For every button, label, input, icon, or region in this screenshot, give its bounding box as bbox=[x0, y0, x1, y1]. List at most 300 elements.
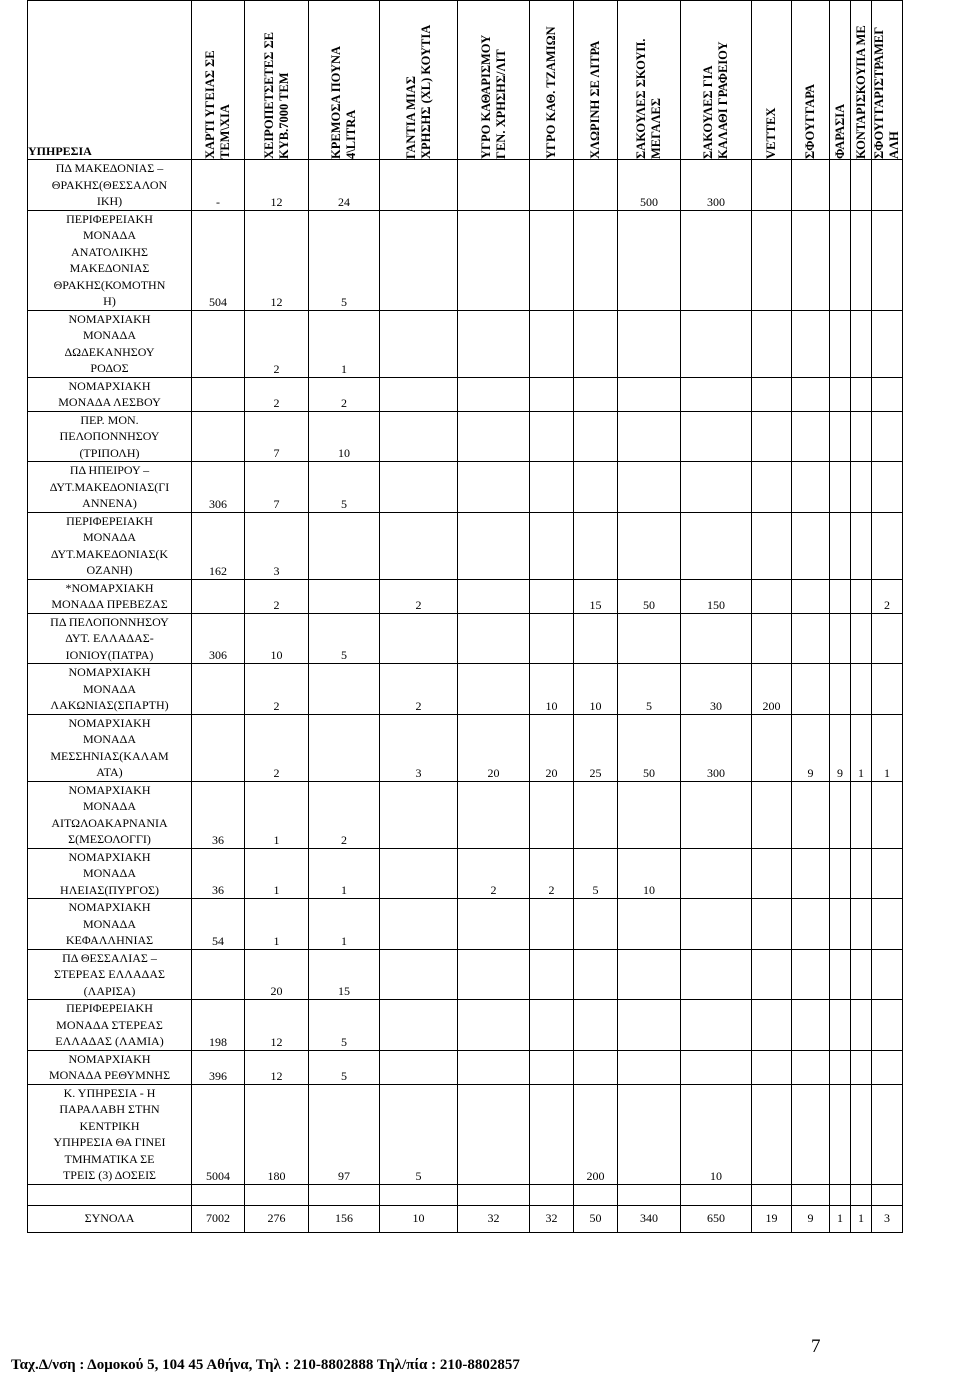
row-label: ΠΕΡΙΦΕΡΕΙΑΚΗ ΜΟΝΑΔΑ ΣΤΕΡΕΑΣ ΕΛΛΑΔΑΣ (ΛΑΜΙΑ) bbox=[28, 1000, 192, 1051]
cell-value bbox=[458, 512, 530, 579]
cell-value: 1 bbox=[872, 714, 903, 781]
cell-value bbox=[752, 462, 792, 513]
cell-value bbox=[792, 848, 830, 899]
row-label: ΝΟΜΑΡΧΙΑΚΗ ΜΟΝΑΔΑ ΗΛΕΙΑΣ(ΠΥΡΓΟΣ) bbox=[28, 848, 192, 899]
cell-value: 12 bbox=[245, 1050, 309, 1084]
cell-value bbox=[830, 781, 851, 848]
cell-value bbox=[530, 949, 574, 1000]
empty-cell bbox=[380, 1184, 458, 1205]
cell-value bbox=[380, 1050, 458, 1084]
cell-value: 54 bbox=[192, 899, 245, 950]
cell-value: 5 bbox=[309, 613, 380, 664]
cell-value bbox=[380, 377, 458, 411]
cell-value bbox=[792, 579, 830, 613]
empty-cell bbox=[681, 1184, 752, 1205]
cell-value bbox=[830, 1000, 851, 1051]
cell-value bbox=[752, 1084, 792, 1184]
cell-value bbox=[752, 579, 792, 613]
cell-value bbox=[752, 899, 792, 950]
cell-value bbox=[618, 1084, 681, 1184]
cell-value: 15 bbox=[309, 949, 380, 1000]
cell-value bbox=[792, 411, 830, 462]
cell-value: 1 bbox=[245, 781, 309, 848]
cell-value bbox=[192, 377, 245, 411]
empty-cell bbox=[851, 1184, 872, 1205]
cell-value bbox=[830, 160, 851, 211]
cell-value bbox=[574, 1000, 618, 1051]
cell-value bbox=[530, 781, 574, 848]
cell-value bbox=[792, 781, 830, 848]
cell-value: 50 bbox=[618, 714, 681, 781]
table-row bbox=[28, 664, 903, 715]
cell-value bbox=[681, 512, 752, 579]
cell-value: 12 bbox=[245, 160, 309, 211]
row-label: ΠΔ ΗΠΕΙΡΟΥ – ΔΥΤ.ΜΑΚΕΔΟΝΙΑΣ(ΓΙ ΑΝΝΕΝΑ) bbox=[28, 462, 192, 513]
empty-cell bbox=[752, 1184, 792, 1205]
cell-value bbox=[752, 310, 792, 377]
cell-value: 5 bbox=[309, 1000, 380, 1051]
cell-value: 2 bbox=[530, 848, 574, 899]
cell-value bbox=[872, 613, 903, 664]
cell-value bbox=[851, 664, 872, 715]
cell-value bbox=[792, 1084, 830, 1184]
cell-value bbox=[752, 613, 792, 664]
cell-value: 25 bbox=[574, 714, 618, 781]
cell-value bbox=[830, 462, 851, 513]
cell-value bbox=[752, 411, 792, 462]
cell-value: 12 bbox=[245, 1000, 309, 1051]
cell-value: 2 bbox=[380, 664, 458, 715]
table-row bbox=[28, 411, 903, 462]
cell-value: 20 bbox=[245, 949, 309, 1000]
table-row bbox=[28, 848, 903, 899]
cell-value: 10 bbox=[618, 848, 681, 899]
totals-row bbox=[28, 1205, 903, 1232]
row-label: ΠΕΡ. ΜΟΝ. ΠΕΛΟΠΟΝΝΗΣΟΥ (ΤΡΙΠΟΛΗ) bbox=[28, 411, 192, 462]
cell-value bbox=[458, 160, 530, 211]
cell-value bbox=[192, 664, 245, 715]
cell-value bbox=[618, 949, 681, 1000]
cell-value bbox=[752, 949, 792, 1000]
cell-value bbox=[872, 1000, 903, 1051]
cell-value bbox=[618, 613, 681, 664]
header-service: ΥΠΗΡΕΣΙΑ bbox=[28, 1, 192, 160]
cell-value bbox=[792, 310, 830, 377]
cell-value bbox=[872, 512, 903, 579]
cell-value bbox=[192, 411, 245, 462]
table-row bbox=[28, 1000, 903, 1051]
cell-value bbox=[851, 512, 872, 579]
cell-value bbox=[851, 377, 872, 411]
cell-value bbox=[458, 781, 530, 848]
cell-value bbox=[530, 210, 574, 310]
row-label: ΠΕΡΙΦΕΡΕΙΑΚΗ ΜΟΝΑΔΑ ΑΝΑΤΟΛΙΚΗΣ ΜΑΚΕΔΟΝΙΑΣ ΘΡΑΚΗΣ(ΚΟΜΟΤΗΝ Η) bbox=[28, 210, 192, 310]
cell-value: 2 bbox=[245, 579, 309, 613]
cell-value bbox=[458, 664, 530, 715]
table-row bbox=[28, 714, 903, 781]
cell-value bbox=[752, 848, 792, 899]
header-col-3: ΚΡΕΜΟΣΑ ΠΟΥΝΑ 4\LITRA bbox=[309, 1, 380, 160]
cell-value bbox=[458, 949, 530, 1000]
cell-value bbox=[574, 781, 618, 848]
cell-value bbox=[618, 1050, 681, 1084]
cell-value bbox=[380, 1000, 458, 1051]
cell-value bbox=[851, 1000, 872, 1051]
cell-value: 650 bbox=[681, 1205, 752, 1232]
cell-value: 5 bbox=[380, 1084, 458, 1184]
cell-value bbox=[192, 949, 245, 1000]
cell-value bbox=[830, 613, 851, 664]
cell-value bbox=[574, 462, 618, 513]
cell-value: 5 bbox=[309, 210, 380, 310]
cell-value: 2 bbox=[309, 781, 380, 848]
cell-value bbox=[830, 664, 851, 715]
cell-value bbox=[851, 210, 872, 310]
cell-value: 3 bbox=[380, 714, 458, 781]
header-col-13: ΚΟΝΤΑΡΙΣΚΟΥΠΑ ΜΕ bbox=[851, 1, 872, 160]
cell-value: 36 bbox=[192, 781, 245, 848]
cell-value bbox=[851, 411, 872, 462]
cell-value bbox=[681, 899, 752, 950]
cell-value: 1 bbox=[851, 1205, 872, 1232]
cell-value bbox=[530, 899, 574, 950]
cell-value: 24 bbox=[309, 160, 380, 211]
empty-cell bbox=[792, 1184, 830, 1205]
cell-value bbox=[872, 210, 903, 310]
header-col-14: ΣΦΟΥΓΓΑΡΙΣΤΡΑΜΕΓ ΑΛΗ bbox=[872, 1, 903, 160]
row-label: ΠΕΡΙΦΕΡΕΙΑΚΗ ΜΟΝΑΔΑ ΔΥΤ.ΜΑΚΕΔΟΝΙΑΣ(Κ ΟΖΑΝΗ) bbox=[28, 512, 192, 579]
cell-value: 5 bbox=[309, 1050, 380, 1084]
table-row bbox=[28, 512, 903, 579]
cell-value bbox=[380, 613, 458, 664]
cell-value bbox=[851, 310, 872, 377]
cell-value bbox=[752, 512, 792, 579]
spacer-row bbox=[28, 1184, 903, 1205]
cell-value bbox=[380, 949, 458, 1000]
cell-value bbox=[872, 781, 903, 848]
cell-value: 10 bbox=[380, 1205, 458, 1232]
cell-value: 10 bbox=[574, 664, 618, 715]
cell-value: 2 bbox=[872, 579, 903, 613]
cell-value bbox=[792, 949, 830, 1000]
cell-value bbox=[618, 210, 681, 310]
cell-value bbox=[574, 899, 618, 950]
cell-value bbox=[309, 714, 380, 781]
cell-value bbox=[792, 1050, 830, 1084]
row-label: ΝΟΜΑΡΧΙΑΚΗ ΜΟΝΑΔΑ ΑΙΤΩΛΟΑΚΑΡΝΑΝΙΑ Σ(ΜΕΣΟΛΟΓΓΙ) bbox=[28, 781, 192, 848]
table-row bbox=[28, 899, 903, 950]
table-row bbox=[28, 462, 903, 513]
cell-value: 2 bbox=[245, 377, 309, 411]
cell-value bbox=[309, 512, 380, 579]
cell-value bbox=[309, 579, 380, 613]
cell-value bbox=[380, 899, 458, 950]
cell-value bbox=[830, 899, 851, 950]
cell-value bbox=[752, 210, 792, 310]
cell-value bbox=[618, 899, 681, 950]
cell-value: 19 bbox=[752, 1205, 792, 1232]
cell-value: 200 bbox=[574, 1084, 618, 1184]
cell-value bbox=[458, 579, 530, 613]
cell-value bbox=[681, 1050, 752, 1084]
cell-value: 2 bbox=[245, 310, 309, 377]
cell-value bbox=[752, 1000, 792, 1051]
empty-cell bbox=[872, 1184, 903, 1205]
cell-value: 5004 bbox=[192, 1084, 245, 1184]
cell-value: - bbox=[192, 160, 245, 211]
cell-value bbox=[792, 899, 830, 950]
row-label: ΝΟΜΑΡΧΙΑΚΗ ΜΟΝΑΔΑ ΜΕΣΣΗΝΙΑΣ(ΚΑΛΑΜ ΑΤΑ) bbox=[28, 714, 192, 781]
row-label: ΝΟΜΑΡΧΙΑΚΗ ΜΟΝΑΔΑ ΡΕΘΥΜΝΗΣ bbox=[28, 1050, 192, 1084]
cell-value bbox=[192, 714, 245, 781]
row-label: ΝΟΜΑΡΧΙΑΚΗ ΜΟΝΑΔΑ ΚΕΦΑΛΛΗΝΙΑΣ bbox=[28, 899, 192, 950]
empty-cell bbox=[618, 1184, 681, 1205]
cell-value: 20 bbox=[458, 714, 530, 781]
header-col-4: ΓΑΝΤΙΑ ΜΙΑΣ ΧΡΗΣΗΣ (XL) ΚΟΥΤΙΑ bbox=[380, 1, 458, 160]
cell-value bbox=[618, 310, 681, 377]
cell-value bbox=[851, 1084, 872, 1184]
cell-value bbox=[792, 512, 830, 579]
cell-value bbox=[574, 1050, 618, 1084]
cell-value: 1 bbox=[309, 310, 380, 377]
header-col-2: ΧΕΙΡΟΠΕΤΣΕΤΕΣ ΣΕ ΚΥΒ.7000 ΤΕΜ bbox=[245, 1, 309, 160]
cell-value bbox=[792, 210, 830, 310]
cell-value bbox=[574, 512, 618, 579]
cell-value bbox=[681, 210, 752, 310]
cell-value: 1 bbox=[830, 1205, 851, 1232]
table-row bbox=[28, 377, 903, 411]
cell-value bbox=[458, 899, 530, 950]
cell-value: 5 bbox=[574, 848, 618, 899]
cell-value bbox=[681, 1000, 752, 1051]
cell-value: 306 bbox=[192, 613, 245, 664]
cell-value bbox=[851, 613, 872, 664]
cell-value bbox=[530, 377, 574, 411]
cell-value: 30 bbox=[681, 664, 752, 715]
cell-value bbox=[752, 781, 792, 848]
cell-value: 12 bbox=[245, 210, 309, 310]
cell-value bbox=[851, 462, 872, 513]
cell-value bbox=[830, 310, 851, 377]
cell-value bbox=[872, 160, 903, 211]
cell-value: 7002 bbox=[192, 1205, 245, 1232]
cell-value bbox=[872, 1050, 903, 1084]
cell-value bbox=[830, 1050, 851, 1084]
cell-value bbox=[618, 411, 681, 462]
cell-value bbox=[618, 377, 681, 411]
cell-value: 340 bbox=[618, 1205, 681, 1232]
row-label: ΠΔ ΜΑΚΕΔΟΝΙΑΣ – ΘΡΑΚΗΣ(ΘΕΣΣΑΛΟΝ ΙΚΗ) bbox=[28, 160, 192, 211]
cell-value: 2 bbox=[245, 714, 309, 781]
cell-value bbox=[830, 210, 851, 310]
table-row bbox=[28, 781, 903, 848]
cell-value: 32 bbox=[530, 1205, 574, 1232]
cell-value bbox=[380, 310, 458, 377]
cell-value bbox=[792, 160, 830, 211]
cell-value: 5 bbox=[309, 462, 380, 513]
cell-value: 162 bbox=[192, 512, 245, 579]
cell-value: 3 bbox=[872, 1205, 903, 1232]
cell-value: 396 bbox=[192, 1050, 245, 1084]
cell-value bbox=[851, 949, 872, 1000]
cell-value bbox=[752, 160, 792, 211]
header-col-12: ΦΑΡΑΣΙΑ bbox=[830, 1, 851, 160]
cell-value bbox=[574, 160, 618, 211]
cell-value: 1 bbox=[245, 848, 309, 899]
cell-value bbox=[618, 512, 681, 579]
cell-value bbox=[530, 411, 574, 462]
cell-value bbox=[380, 210, 458, 310]
cell-value bbox=[530, 1084, 574, 1184]
cell-value: 15 bbox=[574, 579, 618, 613]
row-label: *ΝΟΜΑΡΧΙΑΚΗ ΜΟΝΑΔΑ ΠΡΕΒΕΖΑΣ bbox=[28, 579, 192, 613]
cell-value bbox=[458, 310, 530, 377]
cell-value bbox=[830, 848, 851, 899]
cell-value bbox=[872, 411, 903, 462]
cell-value bbox=[681, 462, 752, 513]
cell-value bbox=[530, 512, 574, 579]
cell-value: 3 bbox=[245, 512, 309, 579]
page-number: 7 bbox=[811, 1336, 821, 1357]
cell-value: 276 bbox=[245, 1205, 309, 1232]
cell-value bbox=[851, 160, 872, 211]
cell-value: 32 bbox=[458, 1205, 530, 1232]
cell-value bbox=[458, 462, 530, 513]
cell-value bbox=[380, 512, 458, 579]
cell-value bbox=[792, 462, 830, 513]
cell-value bbox=[530, 160, 574, 211]
empty-cell bbox=[830, 1184, 851, 1205]
header-col-6: ΥΓΡΟ ΚΑΘ. ΤΖΑΜΙΩΝ bbox=[530, 1, 574, 160]
cell-value bbox=[458, 1050, 530, 1084]
cell-value bbox=[792, 613, 830, 664]
cell-value: 20 bbox=[530, 714, 574, 781]
cell-value bbox=[792, 1000, 830, 1051]
row-label: ΠΔ ΠΕΛΟΠΟΝΝΗΣΟΥ ΔΥΤ. ΕΛΛΑΔΑΣ- ΙΟΝΙΟΥ(ΠΑΤΡΑ) bbox=[28, 613, 192, 664]
cell-value: 5 bbox=[618, 664, 681, 715]
empty-cell bbox=[309, 1184, 380, 1205]
cell-value bbox=[574, 310, 618, 377]
header-col-5: ΥΓΡΟ ΚΑΘΑΡΙΣΜΟΥ ΓΕΝ. ΧΡΗΣΗΣ/ΛΙΤ bbox=[458, 1, 530, 160]
cell-value: 2 bbox=[245, 664, 309, 715]
cell-value: 200 bbox=[752, 664, 792, 715]
cell-value bbox=[681, 848, 752, 899]
header-col-7: ΧΛΩΡΙΝΗ ΣΕ ΛΙΤΡΑ bbox=[574, 1, 618, 160]
header-col-9: ΣΑΚΟΥΛΕΣ ΓΙΑ ΚΑΛΑΘΙ ΓΡΑΦΕΙΟΥ bbox=[681, 1, 752, 160]
cell-value: 150 bbox=[681, 579, 752, 613]
cell-value: 7 bbox=[245, 411, 309, 462]
cell-value: 1 bbox=[245, 899, 309, 950]
cell-value bbox=[792, 377, 830, 411]
cell-value: 97 bbox=[309, 1084, 380, 1184]
cell-value: 10 bbox=[681, 1084, 752, 1184]
cell-value bbox=[872, 1084, 903, 1184]
header-col-8: ΣΑΚΟΥΛΕΣ ΣΚΟΥΠ. ΜΕΓΑΛΕΣ bbox=[618, 1, 681, 160]
row-label: ΝΟΜΑΡΧΙΑΚΗ ΜΟΝΑΔΑ ΛΕΣΒΟΥ bbox=[28, 377, 192, 411]
cell-value: 2 bbox=[458, 848, 530, 899]
cell-value bbox=[872, 664, 903, 715]
cell-value bbox=[752, 714, 792, 781]
header-col-1: ΧΑΡΤΙ ΥΓΕΙΑΣ ΣΕ ΤΕΜ\ΧΙΑ bbox=[192, 1, 245, 160]
row-label: ΣΥΝΟΛΑ bbox=[28, 1205, 192, 1232]
cell-value bbox=[458, 1084, 530, 1184]
cell-value: 10 bbox=[530, 664, 574, 715]
cell-value: 300 bbox=[681, 714, 752, 781]
footer-address: Ταχ.Δ/νση : Δομοκού 5, 104 45 Αθήνα, Τηλ : 210-8802888 Τηλ/πία : 210-8802857 bbox=[11, 1357, 520, 1373]
cell-value: 9 bbox=[792, 714, 830, 781]
cell-value bbox=[752, 377, 792, 411]
cell-value bbox=[872, 848, 903, 899]
cell-value: 7 bbox=[245, 462, 309, 513]
row-label: ΝΟΜΑΡΧΙΑΚΗ ΜΟΝΑΔΑ ΔΩΔΕΚΑΝΗΣΟΥ ΡΟΔΟΣ bbox=[28, 310, 192, 377]
cell-value bbox=[872, 377, 903, 411]
cell-value: 9 bbox=[830, 714, 851, 781]
cell-value: 198 bbox=[192, 1000, 245, 1051]
cell-value bbox=[681, 411, 752, 462]
cell-value bbox=[830, 512, 851, 579]
cell-value bbox=[872, 899, 903, 950]
cell-value: 500 bbox=[618, 160, 681, 211]
empty-cell bbox=[530, 1184, 574, 1205]
table-row bbox=[28, 1084, 903, 1184]
cell-value: 1 bbox=[309, 899, 380, 950]
cell-value: 306 bbox=[192, 462, 245, 513]
cell-value: 50 bbox=[574, 1205, 618, 1232]
cell-value bbox=[872, 949, 903, 1000]
table-row bbox=[28, 579, 903, 613]
cell-value bbox=[380, 160, 458, 211]
header-row bbox=[28, 1, 903, 160]
cell-value bbox=[458, 613, 530, 664]
cell-value bbox=[792, 664, 830, 715]
cell-value: 10 bbox=[245, 613, 309, 664]
cell-value bbox=[530, 462, 574, 513]
table-row bbox=[28, 949, 903, 1000]
cell-value bbox=[380, 411, 458, 462]
cell-value bbox=[851, 579, 872, 613]
table-row bbox=[28, 310, 903, 377]
cell-value bbox=[872, 462, 903, 513]
cell-value bbox=[618, 781, 681, 848]
cell-value bbox=[851, 1050, 872, 1084]
cell-value bbox=[530, 613, 574, 664]
cell-value bbox=[872, 310, 903, 377]
cell-value: 1 bbox=[309, 848, 380, 899]
empty-cell bbox=[574, 1184, 618, 1205]
cell-value bbox=[530, 579, 574, 613]
cell-value: 300 bbox=[681, 160, 752, 211]
table-row bbox=[28, 613, 903, 664]
cell-value bbox=[574, 949, 618, 1000]
cell-value bbox=[530, 310, 574, 377]
empty-cell bbox=[28, 1184, 192, 1205]
cell-value: 156 bbox=[309, 1205, 380, 1232]
empty-cell bbox=[192, 1184, 245, 1205]
row-label: Κ. ΥΠΗΡΕΣΙΑ - Η ΠΑΡΑΛΑΒΗ ΣΤΗΝ ΚΕΝΤΡΙΚΗ ΥΠΗΡΕΣΙΑ ΘΑ ΓΙΝΕΙ ΤΜΗΜΑΤΙΚΑ ΣΕ ΤΡΕΙΣ (3) ΔΟΣΕΙΣ bbox=[28, 1084, 192, 1184]
cell-value: 2 bbox=[380, 579, 458, 613]
cell-value bbox=[574, 411, 618, 462]
row-label: ΠΔ ΘΕΣΣΑΛΙΑΣ – ΣΤΕΡΕΑΣ ΕΛΛΑΔΑΣ (ΛΑΡΙΣΑ) bbox=[28, 949, 192, 1000]
cell-value bbox=[851, 899, 872, 950]
cell-value: 36 bbox=[192, 848, 245, 899]
cell-value bbox=[618, 1000, 681, 1051]
cell-value: 10 bbox=[309, 411, 380, 462]
cell-value bbox=[574, 377, 618, 411]
cell-value bbox=[752, 1050, 792, 1084]
table-row bbox=[28, 1050, 903, 1084]
cell-value bbox=[681, 949, 752, 1000]
cell-value: 9 bbox=[792, 1205, 830, 1232]
